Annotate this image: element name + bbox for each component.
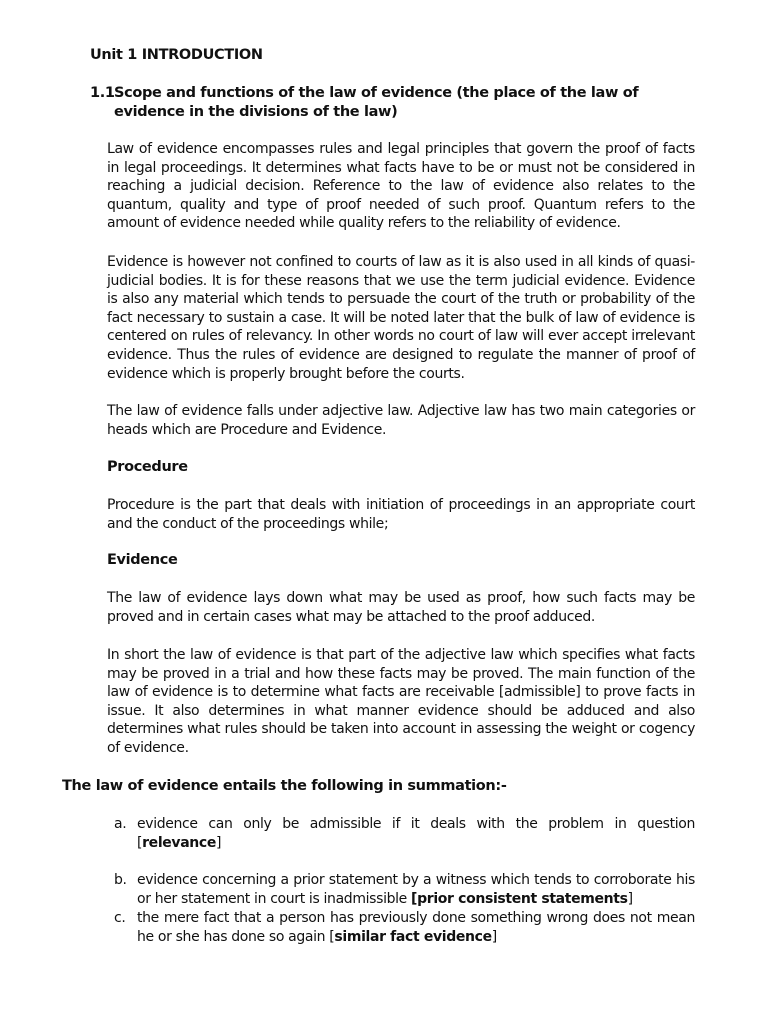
close-bracket: ] [491, 928, 497, 945]
open-bracket: [ [329, 928, 335, 945]
procedure-heading: Procedure [107, 459, 188, 475]
paragraph-quasi-judicial: Evidence is however not confined to courts of law as it is also used in all kinds of quasi-judicial bodies. It is for these reasons that we use the term judicial evidence. Evidence is also any material which tends to persuade the court of the truth or probability of the fact necessary to sustain a case. It will be noted later that the bulk of law of evidence is centered on rules of relevancy. In other words no court of law will ever accept irrelevant evidence. Thus the rules of evidence are designed to regulate the manner of proof of evidence which is properly brought before the courts. [107, 254, 695, 382]
paragraph-adjective-law: The law of evidence falls under adjective law. Adjective law has two main categories or heads which are Procedure and Evidence. [107, 403, 695, 438]
evidence-heading: Evidence [107, 552, 178, 568]
close-bracket: ] [627, 890, 633, 907]
legal-term: relevance [142, 834, 217, 851]
section-heading [90, 84, 700, 121]
list-item-text: evidence concerning a prior statement by a witness which tends to corroborate his or her statement in court is inadmissible [137, 872, 695, 907]
list-item [114, 815, 695, 852]
unit-title: Unit 1 INTRODUCTION [90, 47, 263, 63]
list-marker: b. [114, 872, 127, 888]
section-title: Scope and functions of the law of evidence (the place of the law of evidence in the divisions of the law) [114, 85, 639, 120]
section-number: 1.1 [90, 85, 115, 101]
list-item [114, 871, 695, 908]
legal-term: similar fact evidence [334, 928, 492, 945]
open-bracket: [ [411, 890, 418, 907]
legal-term: prior consistent statements [417, 890, 628, 907]
evidence-summary-paragraph: In short the law of evidence is that part of the adjective law which specifies what facts may be proved in a trial and how these facts may be proved. The main function of the law of evidence is to determine what facts are receivable [admissible] to prove facts in issue. It also determines in what manner evidence should be adduced and also determines what rules should be taken into account in assessing the weight or cogency of evidence. [107, 647, 695, 756]
evidence-paragraph: The law of evidence lays down what may be used as proof, how such facts may be proved and in certain cases what may be attached to the proof adduced. [107, 590, 695, 625]
paragraph-definition: Law of evidence encompasses rules and legal principles that govern the proof of facts in legal proceedings. It determines what facts have to be or must not be considered in reaching a judicial decision. Reference to the law of evidence also relates to the quantum, quality and type of proof needed of such proof. Quantum refers to the amount of evidence needed while quality refers to the reliability of evidence. [107, 141, 695, 232]
open-bracket: [ [137, 834, 143, 851]
close-bracket: ] [216, 834, 222, 851]
list-item-body [137, 815, 695, 852]
list-item-body [137, 871, 695, 908]
list-item-body [137, 909, 695, 946]
list-marker: c. [114, 910, 126, 926]
list-item [114, 909, 695, 946]
list-item-text: evidence can only be admissible if it deals with the problem in question [137, 816, 695, 832]
list-marker: a. [114, 816, 127, 832]
procedure-paragraph: Procedure is the part that deals with initiation of proceedings in an appropriate court and the conduct of the proceedings while; [107, 497, 695, 532]
list-item-text: the mere fact that a person has previously done something wrong does not mean he or she has done so again [137, 910, 695, 945]
summation-heading: The law of evidence entails the following in summation:- [62, 778, 507, 794]
